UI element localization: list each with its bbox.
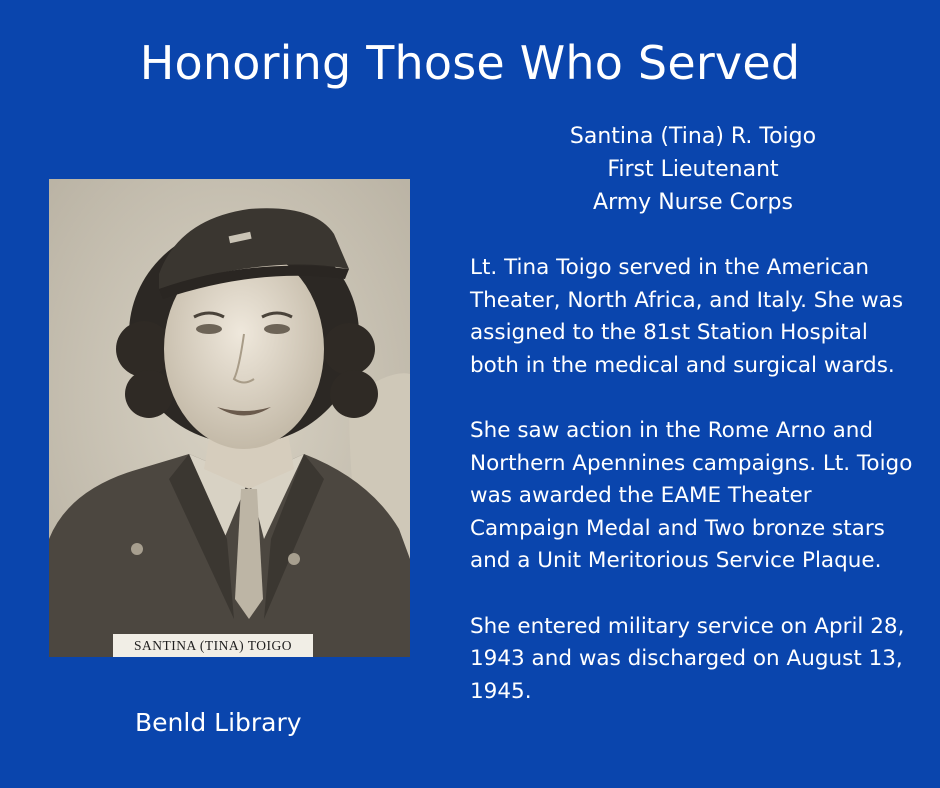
bio-paragraph-dates: She entered military service on April 28, 1943 and was discharged on August 13, 1945. xyxy=(470,613,905,704)
honoree-unit: Army Nurse Corps xyxy=(593,190,793,215)
photo-caption: SANTINA (TINA) TOIGO xyxy=(113,634,313,657)
honoree-name: Santina (Tina) R. Toigo xyxy=(569,124,817,149)
honoree-rank: First Lieutenant xyxy=(607,157,779,182)
bio-paragraph-awards: She saw action in the Rome Arno and Northern Apennines campaigns. Lt. Toigo was awarded the EAME Theater Campaign Medal and Two bronze stars and a Unit Meritorious Service Plaque. xyxy=(470,417,913,574)
honoree-header xyxy=(510,120,876,219)
library-name: Benld Library xyxy=(135,708,302,737)
bio-paragraph-service: Lt. Tina Toigo served in the American Theater, North Africa, and Italy. She was assigned to the 81st Station Hospital both in the medical and surgical wards. xyxy=(470,255,904,378)
portrait-photo xyxy=(49,179,410,657)
page-title: Honoring Those Who Served xyxy=(139,36,801,90)
biography xyxy=(470,252,922,708)
portrait-illustration xyxy=(49,179,410,657)
